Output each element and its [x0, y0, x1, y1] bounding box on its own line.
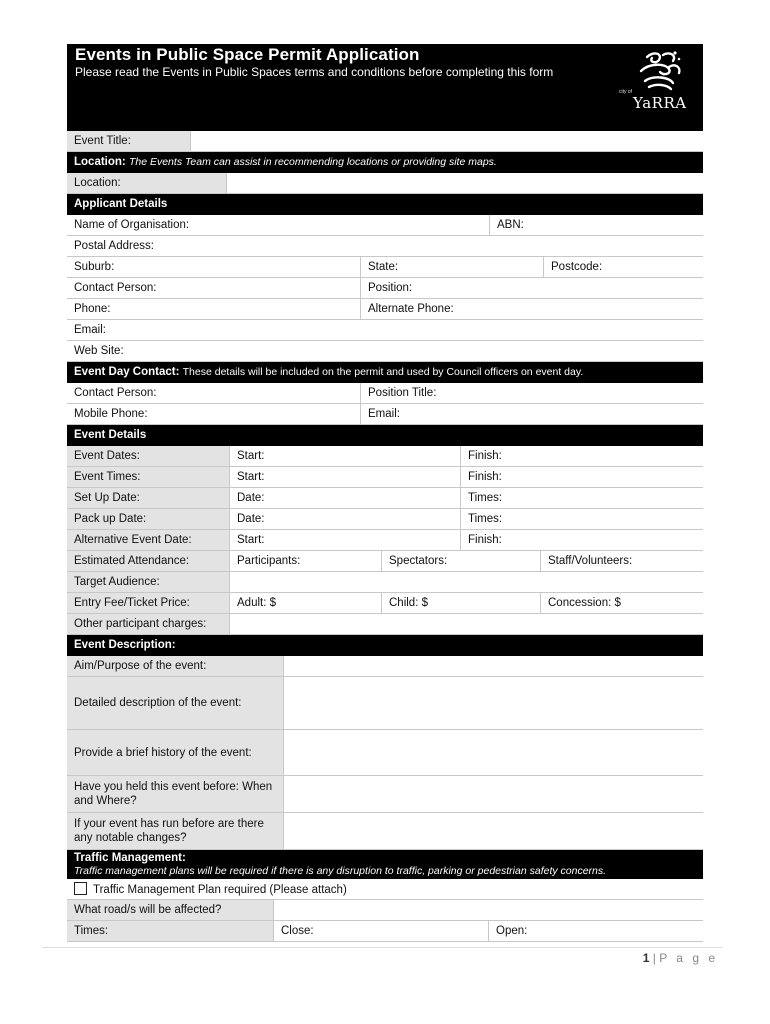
- aim-field[interactable]: [283, 656, 703, 676]
- eday-contact-row: [67, 383, 703, 404]
- event-times-row: [67, 467, 703, 488]
- event-details-heading: Event Details: [74, 429, 147, 441]
- organisation-row: [67, 215, 703, 236]
- open-field[interactable]: Open:: [488, 921, 703, 941]
- fee-label: Entry Fee/Ticket Price:: [67, 593, 229, 613]
- history-row: [67, 730, 703, 776]
- location-row: [67, 173, 703, 194]
- held-before-field[interactable]: [283, 776, 703, 812]
- packup-row: [67, 509, 703, 530]
- contact-person-field[interactable]: Contact Person:: [74, 282, 157, 294]
- traffic-times-row: [67, 921, 703, 942]
- adult-fee-field[interactable]: Adult: $: [229, 593, 381, 613]
- logo-yarra: YaRRA: [633, 94, 687, 112]
- history-label: Provide a brief history of the event:: [67, 730, 283, 775]
- website-field[interactable]: Web Site:: [74, 345, 124, 357]
- event-details-header: [67, 425, 703, 446]
- traffic-plan-label: Traffic Management Plan required (Please attach): [93, 884, 347, 896]
- event-dates-start[interactable]: Start:: [229, 446, 460, 466]
- postal-field[interactable]: Postal Address:: [74, 240, 154, 252]
- participants-field[interactable]: Participants:: [229, 551, 381, 571]
- packup-label: Pack up Date:: [67, 509, 229, 529]
- event-dates-row: [67, 446, 703, 467]
- suburb-row: [67, 257, 703, 278]
- changes-field[interactable]: [283, 813, 703, 849]
- detailed-description-row: [67, 677, 703, 730]
- email-field[interactable]: Email:: [74, 324, 106, 336]
- event-day-contact-note: These details will be included on the permit and used by Council officers on event day.: [182, 366, 584, 378]
- setup-date[interactable]: Date:: [229, 488, 460, 508]
- traffic-plan-row: [67, 879, 703, 900]
- spectators-field[interactable]: Spectators:: [381, 551, 540, 571]
- other-charges-label: Other participant charges:: [67, 614, 229, 634]
- event-title-label: Event Title:: [67, 131, 190, 151]
- detailed-description-field[interactable]: [283, 677, 703, 729]
- packup-times[interactable]: Times:: [460, 509, 703, 529]
- concession-fee-field[interactable]: Concession: $: [540, 593, 703, 613]
- roads-label: What road/s will be affected?: [67, 900, 273, 920]
- close-field[interactable]: Close:: [273, 921, 488, 941]
- traffic-times-label: Times:: [67, 921, 273, 941]
- aim-label: Aim/Purpose of the event:: [67, 656, 283, 676]
- phone-row: [67, 299, 703, 320]
- eday-mobile-row: [67, 404, 703, 425]
- changes-label: If your event has run before are there any notable changes?: [67, 813, 283, 849]
- event-dates-finish[interactable]: Finish:: [460, 446, 703, 466]
- traffic-heading: Traffic Management:: [74, 852, 186, 864]
- event-title-row: [67, 131, 703, 152]
- audience-row: [67, 572, 703, 593]
- aim-row: [67, 656, 703, 677]
- event-times-label: Event Times:: [67, 467, 229, 487]
- audience-field[interactable]: [229, 572, 703, 592]
- location-header: [67, 152, 703, 173]
- roads-row: [67, 900, 703, 921]
- contact-person-row: [67, 278, 703, 299]
- website-row: [67, 341, 703, 362]
- footer-rule: [42, 947, 722, 948]
- event-times-finish[interactable]: Finish:: [460, 467, 703, 487]
- detailed-description-label: Detailed description of the event:: [67, 677, 283, 729]
- staff-volunteers-field[interactable]: Staff/Volunteers:: [540, 551, 703, 571]
- form-header: [67, 44, 703, 131]
- history-field[interactable]: [283, 730, 703, 775]
- eday-mobile-field[interactable]: Mobile Phone:: [74, 408, 148, 420]
- alt-date-finish[interactable]: Finish:: [460, 530, 703, 550]
- audience-label: Target Audience:: [67, 572, 229, 592]
- form-subtitle: Please read the Events in Public Spaces terms and conditions before completing this form: [75, 65, 554, 79]
- setup-row: [67, 488, 703, 509]
- event-dates-label: Event Dates:: [67, 446, 229, 466]
- postal-row: [67, 236, 703, 257]
- held-before-label: Have you held this event before: When and Where?: [67, 776, 283, 812]
- state-field[interactable]: State:: [360, 257, 543, 277]
- attendance-label: Estimated Attendance:: [67, 551, 229, 571]
- page-number: [643, 951, 718, 965]
- alternate-phone-field[interactable]: Alternate Phone:: [360, 299, 703, 319]
- location-label: Location:: [67, 173, 226, 193]
- event-day-contact-heading: Event Day Contact:: [74, 366, 180, 378]
- page-number-value: 1: [642, 951, 650, 965]
- alt-date-label: Alternative Event Date:: [67, 530, 229, 550]
- event-description-heading: Event Description:: [74, 639, 176, 651]
- postcode-field[interactable]: Postcode:: [543, 257, 703, 277]
- held-before-row: [67, 776, 703, 813]
- event-title-field[interactable]: [190, 131, 703, 151]
- page-word: P a g e: [659, 951, 718, 965]
- alt-date-row: [67, 530, 703, 551]
- traffic-plan-checkbox[interactable]: [74, 882, 87, 895]
- logo-city-of: city of: [619, 89, 633, 95]
- event-description-header: [67, 635, 703, 656]
- location-heading: Location:: [74, 156, 126, 168]
- applicant-header: [67, 194, 703, 215]
- traffic-note: Traffic management plans will be required if there is any disruption to traffic, parking or pedestrian safety concerns.: [74, 865, 607, 877]
- abn-field[interactable]: ABN:: [489, 215, 703, 235]
- position-field[interactable]: Position:: [360, 278, 703, 298]
- packup-date[interactable]: Date:: [229, 509, 460, 529]
- other-charges-row: [67, 614, 703, 635]
- alt-date-start[interactable]: Start:: [229, 530, 460, 550]
- event-times-start[interactable]: Start:: [229, 467, 460, 487]
- phone-field[interactable]: Phone:: [74, 303, 111, 315]
- permit-form: [67, 44, 703, 942]
- fee-row: [67, 593, 703, 614]
- eday-position-title-field[interactable]: Position Title:: [360, 383, 703, 403]
- eday-email-field[interactable]: Email:: [360, 404, 703, 424]
- form-title: Events in Public Space Permit Application: [75, 45, 420, 64]
- eday-contact-person-field[interactable]: Contact Person:: [74, 387, 157, 399]
- email-row: [67, 320, 703, 341]
- swirl-logo-icon: [619, 49, 689, 93]
- yarra-logo: [619, 49, 689, 111]
- suburb-field[interactable]: Suburb:: [74, 261, 115, 273]
- other-charges-field[interactable]: [229, 614, 703, 634]
- child-fee-field[interactable]: Child: $: [381, 593, 540, 613]
- roads-field[interactable]: [273, 900, 703, 920]
- event-day-contact-header: [67, 362, 703, 383]
- applicant-heading: Applicant Details: [74, 198, 168, 210]
- location-note: The Events Team can assist in recommending locations or providing site maps.: [128, 156, 497, 168]
- location-field[interactable]: [226, 173, 703, 193]
- page-separator: |: [652, 951, 656, 965]
- setup-label: Set Up Date:: [67, 488, 229, 508]
- changes-row: [67, 813, 703, 850]
- traffic-header: [67, 850, 703, 879]
- traffic-plan-option[interactable]: [67, 879, 703, 899]
- organisation-field[interactable]: Name of Organisation:: [74, 219, 190, 231]
- setup-times[interactable]: Times:: [460, 488, 703, 508]
- attendance-row: [67, 551, 703, 572]
